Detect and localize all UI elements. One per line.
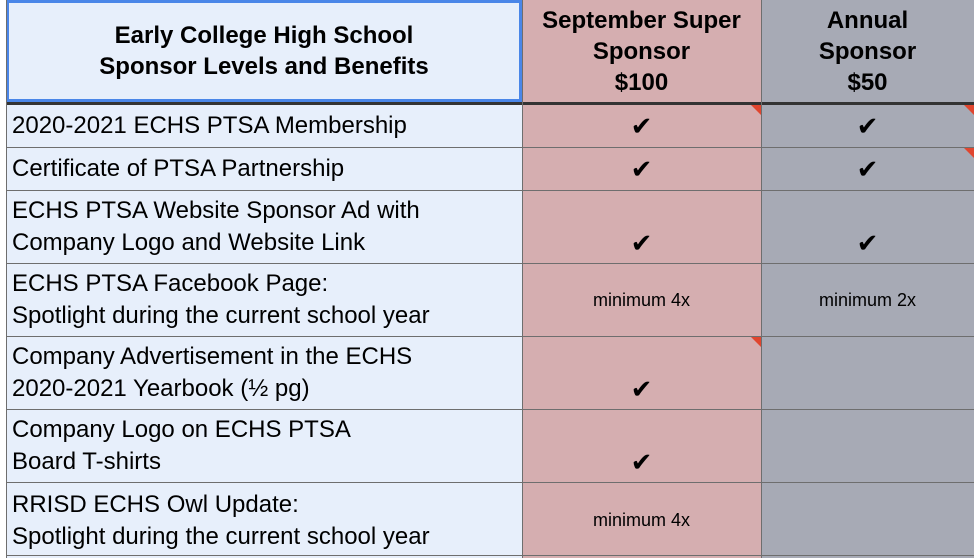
benefit-line1: Company Advertisement in the ECHS: [12, 343, 413, 370]
row-divider: [6, 482, 974, 483]
benefit-line2: Board T-shirts: [12, 448, 161, 475]
frequency-text: minimum 2x: [818, 289, 916, 310]
super-value-cell[interactable]: [522, 105, 761, 147]
super-value-cell[interactable]: [522, 191, 761, 263]
check-icon: ✔: [630, 447, 653, 477]
annual-value-cell[interactable]: [761, 410, 974, 482]
check-icon: ✔: [630, 228, 653, 258]
super-value-cell[interactable]: [522, 483, 761, 558]
check-icon: ✔: [630, 153, 653, 184]
benefit-line1: ECHS PTSA Website Sponsor Ad with: [12, 197, 420, 224]
frequency-text: minimum 4x: [592, 289, 690, 310]
row-divider: [6, 147, 974, 148]
row-divider: [6, 263, 974, 264]
benefit-label-cell[interactable]: [6, 191, 522, 263]
benefit-line1: Certificate of PTSA Partnership: [12, 155, 345, 182]
comment-marker-icon[interactable]: [964, 105, 974, 115]
header-super-sponsor[interactable]: [522, 0, 761, 102]
header-annual-line2: Sponsor: [818, 37, 917, 65]
header-super-line2: Sponsor: [592, 37, 691, 65]
benefit-label-cell[interactable]: [6, 264, 522, 336]
row-divider: [6, 409, 974, 410]
benefit-label-cell[interactable]: [6, 337, 522, 409]
annual-value-cell[interactable]: [761, 191, 974, 263]
super-value-cell[interactable]: [522, 148, 761, 190]
comment-marker-icon[interactable]: [751, 337, 761, 347]
header-annual-line1: Annual: [826, 6, 909, 34]
check-icon: ✔: [630, 110, 653, 141]
benefit-line1: 2020-2021 ECHS PTSA Membership: [12, 112, 407, 139]
table-title-cell[interactable]: [6, 0, 522, 102]
benefit-line2: Company Logo and Website Link: [12, 229, 366, 256]
benefit-line2: 2020-2021 Yearbook (½ pg): [12, 375, 310, 402]
annual-value-cell[interactable]: [761, 337, 974, 409]
super-value-cell[interactable]: [522, 337, 761, 409]
super-value-cell[interactable]: [522, 264, 761, 336]
comment-marker-icon[interactable]: [964, 148, 974, 158]
table-title-line2: Sponsor Levels and Benefits: [99, 53, 429, 80]
benefit-label-cell[interactable]: [6, 105, 522, 147]
comment-marker-icon[interactable]: [751, 105, 761, 115]
benefit-line2: Spotlight during the current school year: [12, 522, 430, 550]
benefit-line1: RRISD ECHS Owl Update:: [12, 490, 299, 518]
header-annual-sponsor[interactable]: [761, 0, 974, 102]
column-divider: [6, 0, 7, 558]
benefit-line1: ECHS PTSA Facebook Page:: [12, 270, 329, 297]
column-divider: [761, 0, 762, 558]
annual-value-cell[interactable]: [761, 483, 974, 558]
row-divider: [6, 555, 974, 556]
header-annual-price: $50: [847, 68, 888, 96]
header-super-line1: September Super: [542, 6, 741, 34]
annual-value-cell[interactable]: [761, 148, 974, 190]
table-title-line1: Early College High School: [114, 22, 414, 49]
benefit-label-cell[interactable]: [6, 483, 522, 558]
row-divider: [6, 336, 974, 337]
header-super-price: $100: [614, 68, 669, 96]
benefit-label-cell[interactable]: [6, 410, 522, 482]
check-icon: ✔: [856, 228, 879, 258]
check-icon: ✔: [856, 153, 879, 184]
benefit-label-cell[interactable]: [6, 148, 522, 190]
annual-value-cell[interactable]: [761, 264, 974, 336]
column-divider: [522, 0, 523, 558]
check-icon: ✔: [630, 374, 653, 404]
frequency-text: minimum 4x: [592, 510, 690, 530]
check-icon: ✔: [856, 110, 879, 141]
benefit-line1: Company Logo on ECHS PTSA: [12, 416, 351, 443]
benefit-line2: Spotlight during the current school year: [12, 302, 430, 329]
header-divider: [6, 102, 974, 105]
annual-value-cell[interactable]: [761, 105, 974, 147]
super-value-cell[interactable]: [522, 410, 761, 482]
row-divider: [6, 190, 974, 191]
